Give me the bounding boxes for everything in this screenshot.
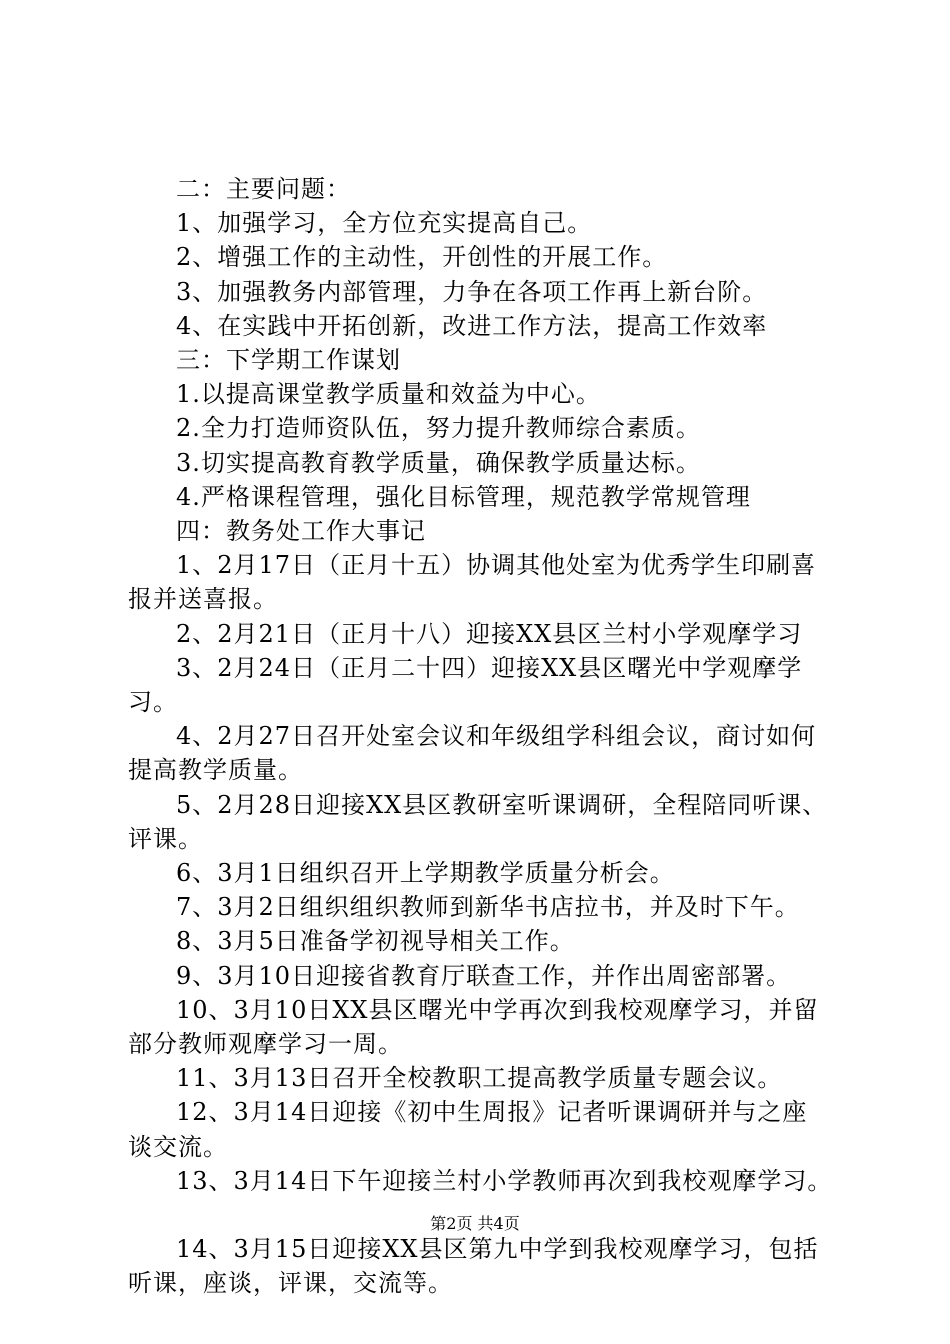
text-line: 7、3月2日组织组织教师到新华书店拉书，并及时下午。 bbox=[176, 893, 800, 922]
text-line: 12、3月14日迎接《初中生周报》记者听课调研并与之座 bbox=[176, 1098, 808, 1127]
text-line: 二：主要问题： bbox=[176, 175, 351, 203]
document-body bbox=[128, 172, 843, 1301]
text-line: 11、3月13日召开全校教职工提高教学质量专题会议。 bbox=[176, 1064, 783, 1093]
text-line: 1、2月17日（正月十五）协调其他处室为优秀学生印刷喜 bbox=[176, 551, 817, 580]
text-line: 习。 bbox=[128, 688, 178, 717]
text-line: 2.全力打造师资队伍，努力提升教师综合素质。 bbox=[176, 414, 701, 443]
text-line: 报并送喜报。 bbox=[128, 585, 278, 614]
text-line: 13、3月14日下午迎接兰村小学教师再次到我校观摩学习。 bbox=[176, 1166, 833, 1195]
text-line: 听课，座谈，评课，交流等。 bbox=[128, 1269, 453, 1298]
text-line: 4.严格课程管理，强化目标管理，规范教学常规管理 bbox=[176, 482, 751, 511]
text-line: 3.切实提高教育教学质量，确保教学质量达标。 bbox=[176, 448, 701, 477]
text-line: 9、3月10日迎接省教育厅联查工作，并作出周密部署。 bbox=[176, 961, 792, 990]
text-line: 8、3月5日准备学初视导相关工作。 bbox=[176, 927, 575, 956]
text-line: 1、加强学习，全方位充实提高自己。 bbox=[176, 209, 593, 238]
text-line: 6、3月1日组织召开上学期教学质量分析会。 bbox=[176, 859, 675, 888]
text-line: 三：下学期工作谋划 bbox=[176, 346, 401, 375]
page-footer: 第2页 共4页 bbox=[430, 1214, 520, 1233]
text-line: 提高教学质量。 bbox=[128, 756, 303, 785]
text-line: 1.以提高课堂教学质量和效益为中心。 bbox=[176, 380, 601, 409]
text-line: 2、增强工作的主动性，开创性的开展工作。 bbox=[176, 243, 668, 272]
text-line: 部分教师观摩学习一周。 bbox=[128, 1030, 403, 1059]
text-line: 14、3月15日迎接XX县区第九中学到我校观摩学习，包括 bbox=[176, 1235, 819, 1264]
text-line: 评课。 bbox=[128, 824, 203, 853]
text-line: 10、3月10日XX县区曙光中学再次到我校观摩学习，并留 bbox=[176, 995, 819, 1024]
text-line: 谈交流。 bbox=[128, 1132, 228, 1161]
text-line: 2、2月21日（正月十八）迎接XX县区兰村小学观摩学习 bbox=[176, 619, 803, 648]
text-line: 4、在实践中开拓创新，改进工作方法，提高工作效率 bbox=[176, 311, 768, 340]
text-line: 4、2月27日召开处室会议和年级组学科组会议，商讨如何 bbox=[176, 722, 817, 751]
text-line: 5、2月28日迎接XX县区教研室听课调研，全程陪同听课、 bbox=[176, 790, 828, 819]
text-line: 3、加强教务内部管理，力争在各项工作再上新台阶。 bbox=[176, 277, 768, 306]
text-line: 四：教务处工作大事记 bbox=[176, 517, 426, 546]
text-line: 3、2月24日（正月二十四）迎接XX县区曙光中学观摩学 bbox=[176, 653, 803, 682]
